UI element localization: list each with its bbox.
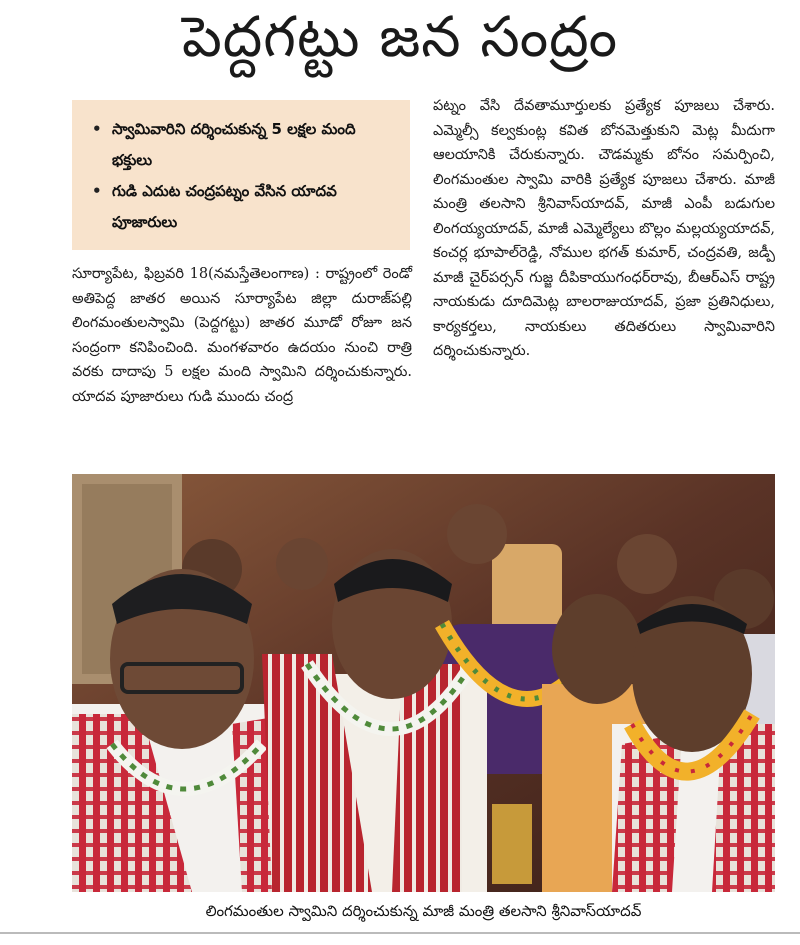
highlight-item [90, 114, 394, 176]
highlight-text: గుడి ఎదుట చంద్రపట్నం వేసిన యాదవ పూజారులు [112, 182, 337, 231]
bottom-divider [0, 932, 800, 934]
headline: పెద్దగట్టు జన సంద్రం [181, 4, 619, 70]
article-column-right: పట్నం వేసి దేవతామూర్తులకు ప్రత్యేక పూజలు చేశారు. ఎమ్మెల్సీ కల్వకుంట్ల కవిత బోనమెత్తుకుని మెట్ల మీదుగా ఆలయానికి చేరుకున్నారు. చౌడమ్మకు బోనం సమర్పించి, లింగమంతుల స్వామి వారికి ప్రత్యేక పూజలు చేశారు. మాజీ మంత్రి తలసాని శ్రీనివాస్‌యాదవ్, మాజీ ఎంపీ బడుగుల లింగయ్యయాదవ్, మాజీ ఎమ్మెల్యేలు బొల్లం మల్లయ్యయాదవ్, కంచర్ల భూపాల్‌రెడ్డి, నోముల భగత్ కుమార్, చంద్రవతి, జడ్పీ మాజీ చైర్‌పర్సన్ గుజ్జ దీపికాయుగంధర్‌రావు, బీఆర్‌ఎస్ రాష్ట్ర నాయకుడు దూదిమెట్ల బాలరాజుయాదవ్, ప్రజా ప్రతినిధులు, కార్యకర్తలు, నాయకులు తదితరులు స్వామివారిని దర్శించుకున్నారు. [433, 98, 775, 359]
news-photo [72, 474, 775, 892]
article-column-left: సూర్యాపేట, ఫిబ్రవరి 18(నమస్తేతెలంగాణ) : రాష్ట్రంలో రెండో అతిపెద్ద జాతర అయిన సూర్యాపేట జిల్లా దురాజ్‌పల్లి లింగమంతులస్వామి (పెద్దగట్టు) జాతర మూడో రోజూ జన సంద్రంగా కనిపించింది. మంగళవారం ఉదయం నుంచి రాత్రి వరకు దాదాపు 5 లక్షల మంది స్వామిని దర్శించుకున్నారు. యాదవ పూజారులు గుడి ముందు చంద్ర [72, 266, 412, 405]
highlight-item [90, 176, 394, 238]
highlights-list [90, 114, 394, 238]
highlights-box [72, 100, 410, 250]
bullet-icon: • [92, 182, 102, 200]
bullet-icon: • [92, 120, 102, 138]
photo-caption: లింగమంతుల స్వామిని దర్శించుకున్న మాజీ మంత్రి తలసాని శ్రీనివాస్‌యాదవ్ [205, 902, 642, 920]
temple-worship-photo [72, 474, 775, 892]
highlight-text: స్వామివారిని దర్శించుకున్న 5 లక్షల మంది భక్తులు [112, 120, 356, 169]
